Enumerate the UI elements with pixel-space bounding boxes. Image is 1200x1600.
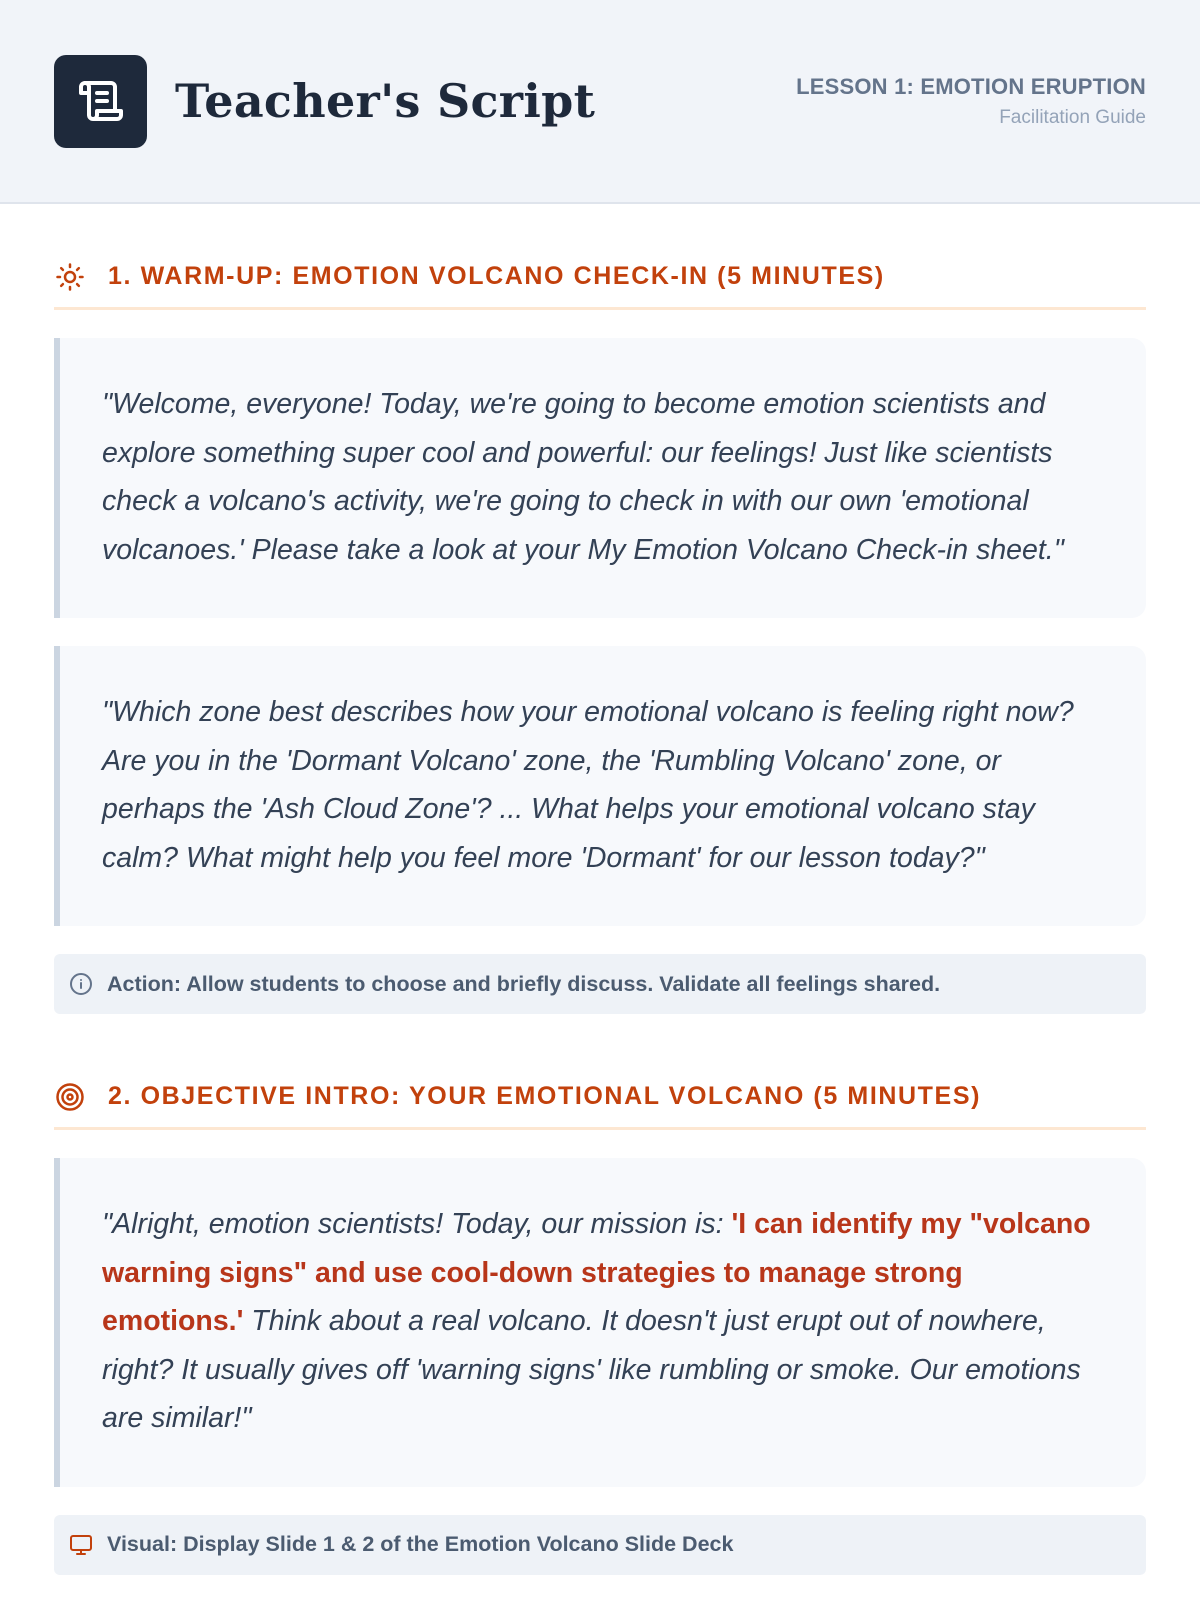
objective-highlight: 'I can identify my "volcano warning signs" and use cool-down strategies to manage strong emotions.' <box>102 1208 1091 1337</box>
script-content <box>0 204 1200 1575</box>
lesson-subtitle: Facilitation Guide <box>999 106 1146 128</box>
page-title: Teacher's Script <box>175 74 596 128</box>
script-text-after: Think about a real volcano. It doesn't just erupt out of nowhere, right? It usually gives off 'warning signs' like rumbling or smoke. Our emotions are similar!" <box>102 1305 1081 1434</box>
section-title: 1. WARM-UP: EMOTION VOLCANO CHECK-IN (5 MINUTES) <box>108 262 885 290</box>
action-text: Action: Allow students to choose and briefly discuss. Validate all feelings shared. <box>107 971 941 996</box>
brand <box>54 55 595 148</box>
scroll-icon <box>54 55 147 148</box>
action-note <box>54 954 1146 1014</box>
section-heading <box>54 254 1146 310</box>
visual-note <box>54 1515 1146 1575</box>
section-heading <box>54 1074 1146 1130</box>
monitor-icon <box>68 1532 94 1558</box>
section-objective-intro <box>54 1074 1146 1575</box>
section-title: 2. OBJECTIVE INTRO: YOUR EMOTIONAL VOLCANO (5 MINUTES) <box>108 1082 982 1110</box>
script-quote: "Which zone best describes how your emotional volcano is feeling right now? Are you in the 'Dormant Volcano' zone, the 'Rumbling Volcano' zone, or perhaps the 'Ash Cloud Zone'? ... What helps your emotional volcano stay calm? What might help you feel more 'Dormant' for our lesson today?" <box>54 646 1146 926</box>
page-header <box>0 0 1200 204</box>
section-warm-up <box>54 254 1146 1014</box>
visual-text: Visual: Display Slide 1 & 2 of the Emotion Volcano Slide Deck <box>107 1532 734 1556</box>
info-icon <box>68 971 94 997</box>
script-quote: "Welcome, everyone! Today, we're going to become emotion scientists and explore something super cool and powerful: our feelings! Just like scientists check a volcano's activity, we're going to check in with our own 'emotional volcanoes.' Please take a look at your My Emotion Volcano Check-in sheet." <box>54 338 1146 618</box>
script-text-before: "Alright, emotion scientists! Today, our mission is: <box>102 1208 732 1240</box>
target-icon <box>54 1081 86 1113</box>
script-quote <box>54 1158 1146 1487</box>
sun-icon <box>54 261 86 293</box>
lesson-title: LESSON 1: EMOTION ERUPTION <box>796 73 1146 99</box>
lesson-info <box>796 74 1146 129</box>
